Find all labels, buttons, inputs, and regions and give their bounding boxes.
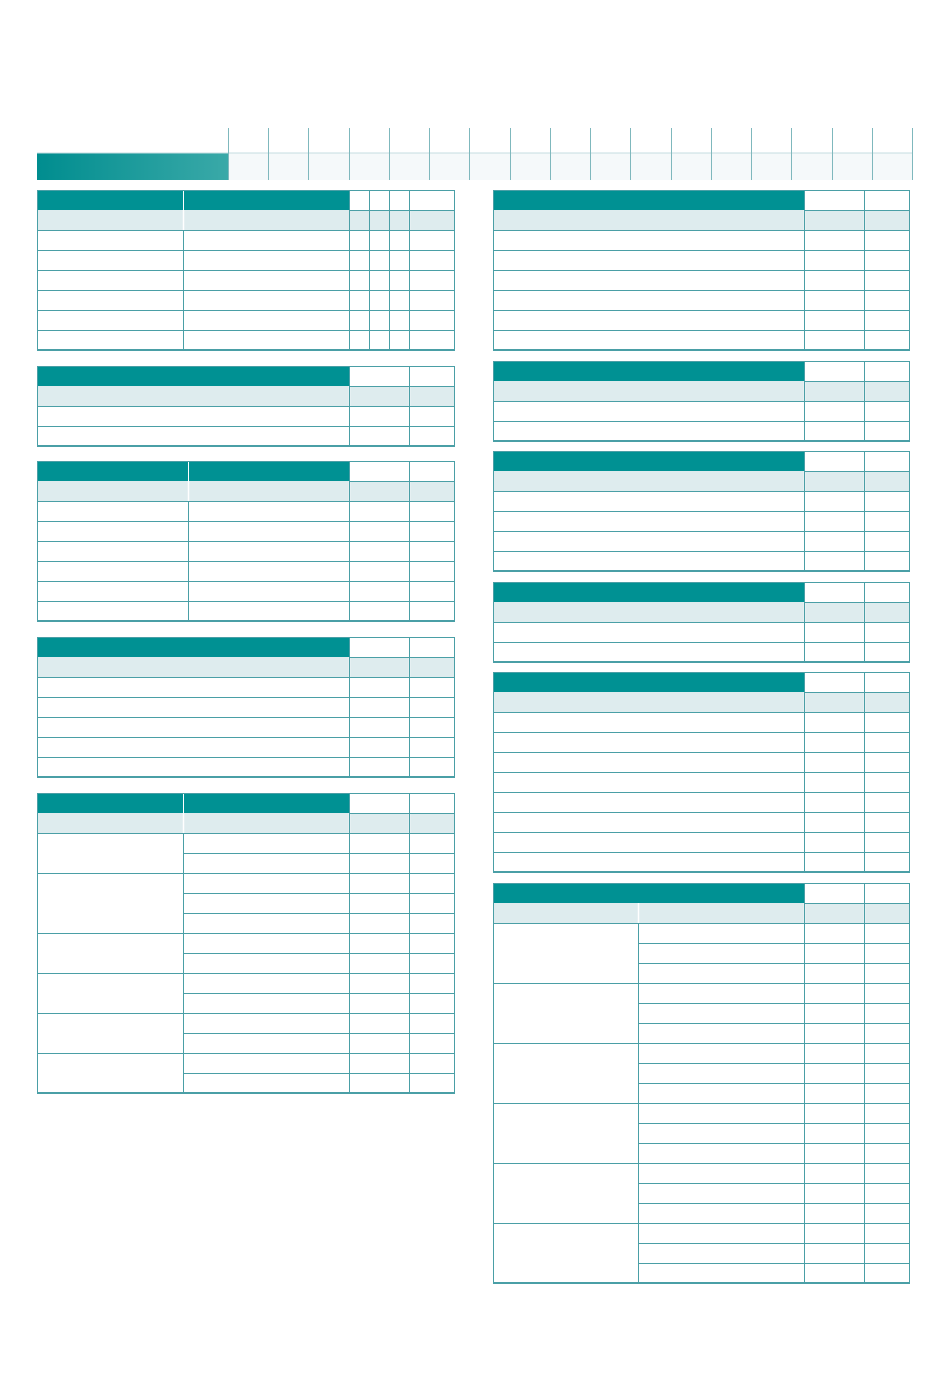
table-right-3 — [493, 451, 910, 571]
table-grid — [493, 190, 911, 351]
table-header-bar — [37, 366, 349, 386]
table-right-5 — [493, 672, 910, 872]
table-header-bar — [37, 793, 349, 813]
table-header-bar — [493, 582, 804, 602]
table-subheader-bar — [493, 471, 910, 491]
table-grid — [37, 637, 456, 778]
table-subheader-bar — [37, 481, 455, 501]
table-subheader-bar — [493, 903, 910, 923]
table-subheader-bar — [493, 210, 910, 230]
table-header-bar — [493, 190, 804, 210]
table-left-3 — [37, 461, 455, 621]
table-subheader-bar — [37, 210, 455, 230]
top-strip-grid — [37, 128, 913, 180]
table-grid — [37, 461, 456, 622]
table-left-2 — [37, 366, 455, 446]
table-right-4 — [493, 582, 910, 662]
table-left-4 — [37, 637, 455, 777]
table-grid — [37, 793, 456, 1094]
table-subheader-bar — [493, 602, 910, 622]
table-right-2 — [493, 361, 910, 441]
table-grid — [493, 883, 911, 1284]
table-subheader-bar — [37, 657, 455, 677]
table-right-6 — [493, 883, 910, 1283]
table-subheader-bar — [493, 692, 910, 712]
table-header-bar — [493, 361, 804, 381]
table-grid — [493, 582, 911, 663]
table-right-1 — [493, 190, 910, 350]
table-header-bar — [493, 883, 804, 903]
table-border — [38, 794, 455, 1093]
table-grid — [37, 366, 456, 447]
table-grid — [493, 451, 911, 572]
table-grid — [493, 361, 911, 442]
top-strip — [37, 128, 913, 180]
table-left-5 — [37, 793, 455, 1093]
table-header-bar — [493, 672, 804, 692]
table-header-bar — [37, 461, 349, 481]
table-header-bar — [37, 637, 349, 657]
table-header-bar — [37, 190, 349, 210]
table-subheader-bar — [37, 813, 455, 833]
table-grid — [493, 672, 911, 873]
table-grid — [37, 190, 456, 351]
table-subheader-bar — [493, 381, 910, 401]
table-left-1 — [37, 190, 455, 350]
table-header-bar — [493, 451, 804, 471]
table-subheader-bar — [37, 386, 455, 406]
